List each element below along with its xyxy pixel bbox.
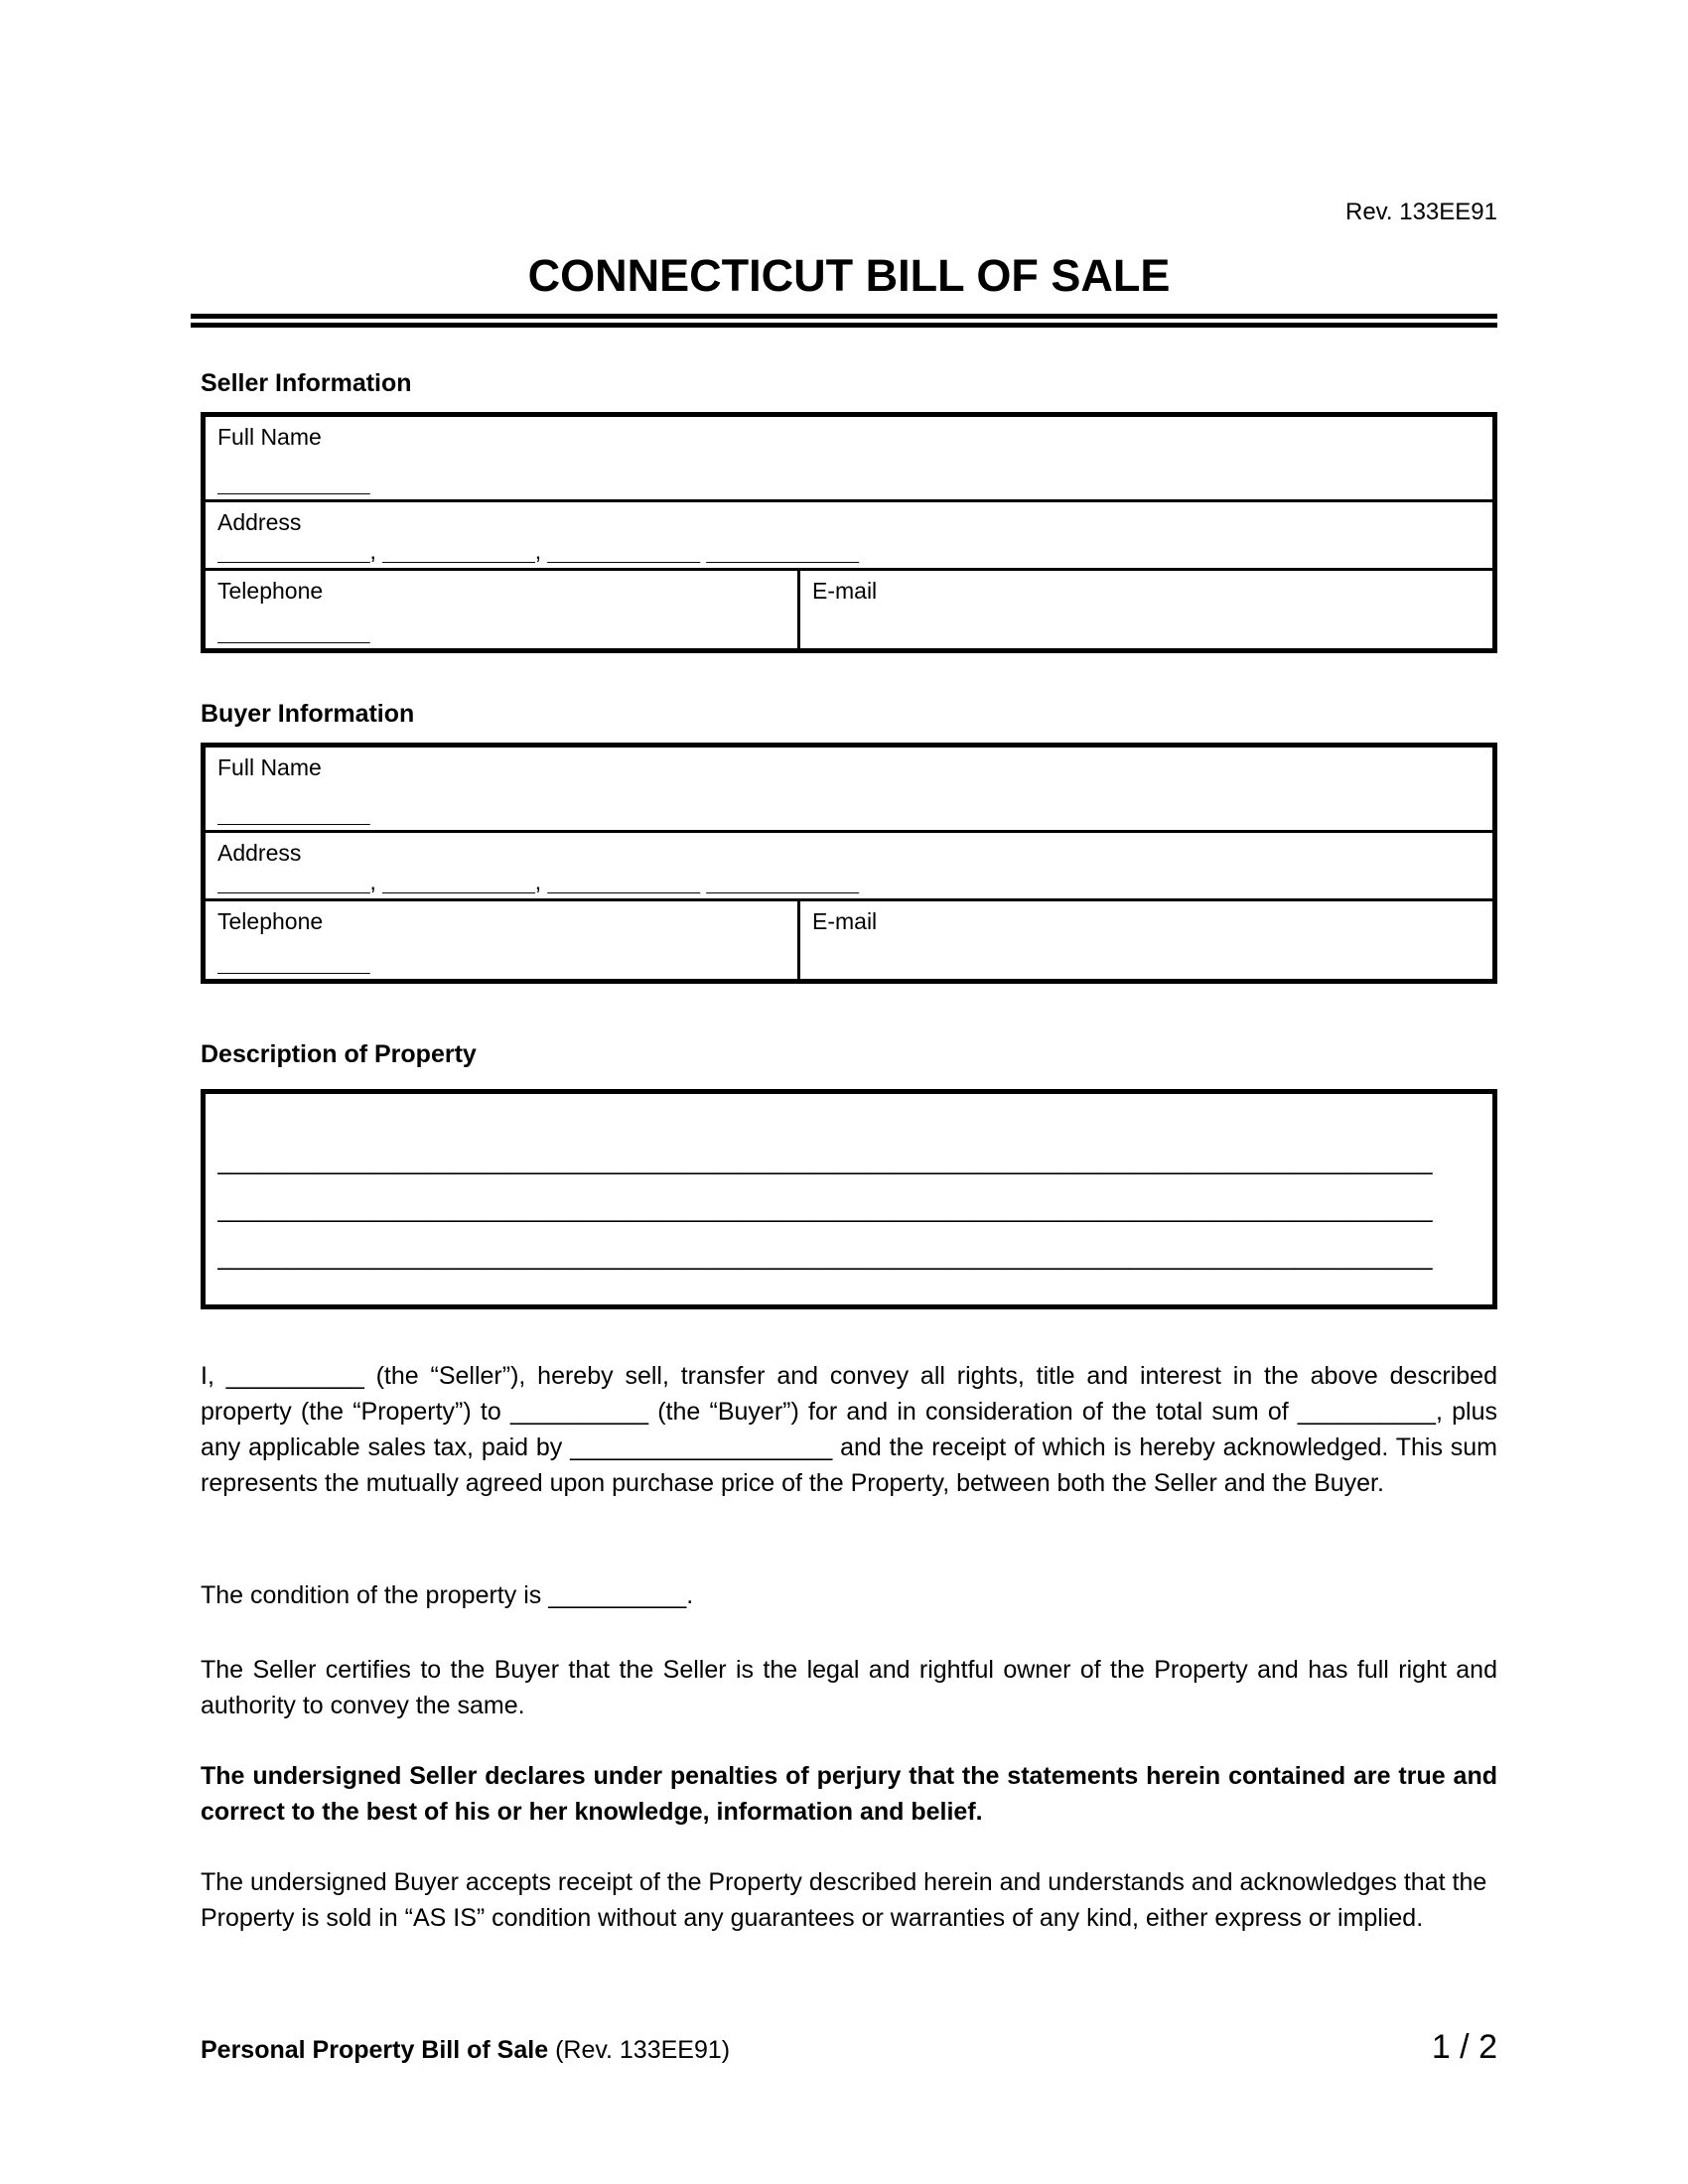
description-blank-line[interactable]: ________________________________________________________________________________________ — [217, 1243, 1433, 1271]
table-row — [206, 748, 1492, 830]
revision-label: Rev. 133EE91 — [1345, 199, 1497, 225]
seller-address-label: Address — [217, 509, 302, 535]
title-divider-rule — [191, 314, 1497, 328]
as-is-acceptance-paragraph: The undersigned Buyer accepts receipt of the Property described herein and understands and acknowledges that the Property is sold in “AS IS” condition without any guarantees or warranties of any kind, either express or implied. — [201, 1868, 1487, 1932]
seller-address-cell — [206, 502, 1492, 568]
buyer-telephone-label: Telephone — [217, 908, 324, 934]
property-description-box — [201, 1089, 1497, 1309]
seller-address-blank[interactable]: ____________, ____________, ____________ ____________ — [217, 540, 859, 563]
buyer-address-cell — [206, 833, 1492, 898]
buyer-email-cell — [797, 901, 1492, 979]
buyer-telephone-cell — [206, 901, 797, 979]
buyer-address-blank[interactable]: ____________, ____________, ____________ ____________ — [217, 871, 859, 893]
table-row — [206, 898, 1492, 979]
buyer-telephone-blank[interactable]: ____________ — [217, 951, 370, 974]
buyer-address-label: Address — [217, 840, 302, 866]
seller-telephone-label: Telephone — [217, 578, 324, 604]
seller-section-heading: Seller Information — [201, 369, 412, 397]
footer-document-name — [201, 2034, 730, 2067]
seller-info-table — [201, 412, 1497, 653]
document-title: CONNECTICUT BILL OF SALE — [527, 250, 1171, 301]
table-row — [206, 568, 1492, 648]
footer-document-name-text: Personal Property Bill of Sale — [201, 2036, 549, 2064]
page-content — [201, 0, 1497, 2184]
buyer-email-label: E-mail — [812, 908, 878, 934]
page-footer — [201, 2027, 1497, 2068]
description-blank-line[interactable]: ________________________________________________________________________________________ — [217, 1195, 1433, 1223]
seller-telephone-blank[interactable]: ____________ — [217, 620, 370, 643]
seller-full-name-label: Full Name — [217, 424, 322, 450]
table-row — [206, 830, 1492, 898]
buyer-info-table — [201, 743, 1497, 984]
buyer-full-name-cell — [206, 748, 1492, 830]
footer-revision-note: (Rev. 133EE91) — [548, 2036, 731, 2064]
description-blank-line[interactable]: ________________________________________________________________________________________ — [217, 1148, 1433, 1175]
sale-statement-paragraph: I, __________ (the “Seller”), hereby sell, transfer and convey all rights, title and interest in the above described property (the “Property”) to __________ (the “Buyer”) for and in consideration of the total sum of __________, plus any applicable sales tax, paid by ___________________ and the receipt of which is hereby acknowledged. This sum represents the mutually agreed upon purchase price of the Property, between both the Seller and the Buyer. — [201, 1362, 1497, 1497]
perjury-declaration-paragraph: The undersigned Seller declares under penalties of perjury that the statements herein contained are true and correct to the best of his or her knowledge, information and belief. — [201, 1762, 1497, 1826]
buyer-full-name-label: Full Name — [217, 754, 322, 780]
footer-page-indicator: 1 / 2 — [1431, 2028, 1497, 2066]
ownership-certification-paragraph: The Seller certifies to the Buyer that the Seller is the legal and rightful owner of the Property and has full right and authority to convey the same. — [201, 1656, 1497, 1719]
condition-paragraph: The condition of the property is __________. — [201, 1581, 694, 1609]
seller-email-label: E-mail — [812, 578, 878, 604]
seller-telephone-cell — [206, 571, 797, 648]
buyer-section-heading: Buyer Information — [201, 700, 415, 728]
buyer-full-name-blank[interactable]: ____________ — [217, 802, 370, 825]
seller-full-name-cell — [206, 417, 1492, 499]
table-row — [206, 499, 1492, 568]
table-row — [206, 417, 1492, 499]
seller-full-name-blank[interactable]: ____________ — [217, 472, 370, 494]
seller-email-cell — [797, 571, 1492, 648]
description-section-heading: Description of Property — [201, 1040, 477, 1068]
